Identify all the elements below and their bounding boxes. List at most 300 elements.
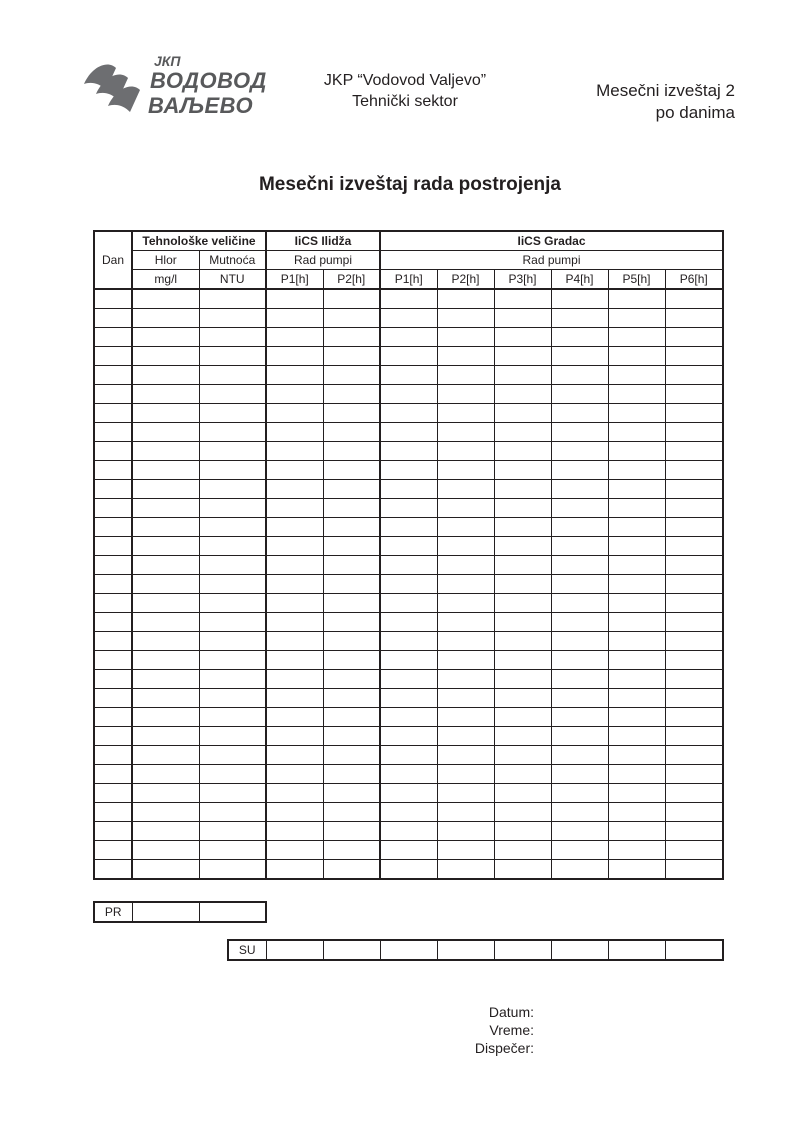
ilidza-p2-cell[interactable] (323, 594, 380, 613)
ilidza-p1-cell[interactable] (266, 841, 323, 860)
ilidza-p1-cell[interactable] (266, 328, 323, 347)
mutnoca-cell[interactable] (199, 404, 266, 423)
ilidza-p1-cell[interactable] (266, 803, 323, 822)
hlor-cell[interactable] (132, 575, 199, 594)
gradac-p4-cell[interactable] (551, 289, 608, 309)
day-cell[interactable] (94, 518, 132, 537)
gradac-p6-cell[interactable] (665, 575, 723, 594)
gradac-p3-cell[interactable] (494, 746, 551, 765)
gradac-p4-cell[interactable] (551, 480, 608, 499)
gradac-p4-cell[interactable] (551, 632, 608, 651)
gradac-p5-cell[interactable] (608, 746, 665, 765)
gradac-p4-cell[interactable] (551, 518, 608, 537)
ilidza-p2-cell[interactable] (323, 670, 380, 689)
ilidza-p2-cell[interactable] (323, 423, 380, 442)
ilidza-p2-cell[interactable] (323, 689, 380, 708)
gradac-p4-cell[interactable] (551, 366, 608, 385)
ilidza-p1-cell[interactable] (266, 575, 323, 594)
gradac-p3-cell[interactable] (494, 366, 551, 385)
gradac-p2-cell[interactable] (437, 746, 494, 765)
day-cell[interactable] (94, 347, 132, 366)
gradac-p4-cell[interactable] (551, 651, 608, 670)
gradac-p3-cell[interactable] (494, 328, 551, 347)
gradac-p3-cell[interactable] (494, 347, 551, 366)
gradac-p2-cell[interactable] (437, 575, 494, 594)
ilidza-p1-cell[interactable] (266, 537, 323, 556)
ilidza-p1-cell[interactable] (266, 765, 323, 784)
gradac-p6-cell[interactable] (665, 556, 723, 575)
ilidza-p2-cell[interactable] (323, 309, 380, 328)
ilidza-p2-cell[interactable] (323, 727, 380, 746)
gradac-p5-cell[interactable] (608, 499, 665, 518)
mutnoca-cell[interactable] (199, 803, 266, 822)
gradac-p4-cell[interactable] (551, 556, 608, 575)
day-cell[interactable] (94, 289, 132, 309)
ilidza-p1-cell[interactable] (266, 347, 323, 366)
gradac-p3-cell[interactable] (494, 822, 551, 841)
mutnoca-cell[interactable] (199, 841, 266, 860)
ilidza-p2-cell[interactable] (323, 746, 380, 765)
gradac-p5-cell[interactable] (608, 366, 665, 385)
gradac-p3-cell[interactable] (494, 632, 551, 651)
gradac-p5-cell[interactable] (608, 328, 665, 347)
gradac-p1-cell[interactable] (380, 480, 437, 499)
day-cell[interactable] (94, 746, 132, 765)
mutnoca-cell[interactable] (199, 670, 266, 689)
gradac-p4-cell[interactable] (551, 803, 608, 822)
day-cell[interactable] (94, 556, 132, 575)
day-cell[interactable] (94, 708, 132, 727)
gradac-p6-cell[interactable] (665, 385, 723, 404)
hlor-cell[interactable] (132, 803, 199, 822)
day-cell[interactable] (94, 670, 132, 689)
hlor-cell[interactable] (132, 613, 199, 632)
gradac-p5-cell[interactable] (608, 480, 665, 499)
hlor-cell[interactable] (132, 442, 199, 461)
gradac-p2-cell[interactable] (437, 841, 494, 860)
ilidza-p2-cell[interactable] (323, 499, 380, 518)
mutnoca-cell[interactable] (199, 518, 266, 537)
gradac-p1-cell[interactable] (380, 670, 437, 689)
day-cell[interactable] (94, 651, 132, 670)
gradac-p1-cell[interactable] (380, 461, 437, 480)
day-cell[interactable] (94, 461, 132, 480)
pr-mutnoca-cell[interactable] (199, 902, 266, 922)
ilidza-p2-cell[interactable] (323, 518, 380, 537)
gradac-p2-cell[interactable] (437, 480, 494, 499)
day-cell[interactable] (94, 765, 132, 784)
gradac-p5-cell[interactable] (608, 822, 665, 841)
ilidza-p2-cell[interactable] (323, 461, 380, 480)
gradac-p3-cell[interactable] (494, 594, 551, 613)
gradac-p3-cell[interactable] (494, 841, 551, 860)
hlor-cell[interactable] (132, 404, 199, 423)
gradac-p2-cell[interactable] (437, 442, 494, 461)
ilidza-p1-cell[interactable] (266, 822, 323, 841)
hlor-cell[interactable] (132, 841, 199, 860)
mutnoca-cell[interactable] (199, 289, 266, 309)
gradac-p5-cell[interactable] (608, 841, 665, 860)
hlor-cell[interactable] (132, 423, 199, 442)
gradac-p3-cell[interactable] (494, 404, 551, 423)
day-cell[interactable] (94, 480, 132, 499)
ilidza-p1-cell[interactable] (266, 309, 323, 328)
gradac-p5-cell[interactable] (608, 575, 665, 594)
gradac-p4-cell[interactable] (551, 765, 608, 784)
gradac-p4-cell[interactable] (551, 385, 608, 404)
gradac-p4-cell[interactable] (551, 461, 608, 480)
gradac-p2-cell[interactable] (437, 651, 494, 670)
gradac-p5-cell[interactable] (608, 670, 665, 689)
hlor-cell[interactable] (132, 746, 199, 765)
day-cell[interactable] (94, 822, 132, 841)
gradac-p2-cell[interactable] (437, 632, 494, 651)
hlor-cell[interactable] (132, 289, 199, 309)
gradac-p1-cell[interactable] (380, 423, 437, 442)
gradac-p1-cell[interactable] (380, 347, 437, 366)
su-gradac-p2-cell[interactable] (437, 940, 494, 960)
gradac-p6-cell[interactable] (665, 860, 723, 880)
ilidza-p1-cell[interactable] (266, 651, 323, 670)
gradac-p6-cell[interactable] (665, 328, 723, 347)
gradac-p5-cell[interactable] (608, 537, 665, 556)
gradac-p2-cell[interactable] (437, 613, 494, 632)
gradac-p2-cell[interactable] (437, 860, 494, 880)
gradac-p5-cell[interactable] (608, 632, 665, 651)
gradac-p4-cell[interactable] (551, 689, 608, 708)
gradac-p1-cell[interactable] (380, 765, 437, 784)
gradac-p5-cell[interactable] (608, 309, 665, 328)
gradac-p2-cell[interactable] (437, 727, 494, 746)
gradac-p1-cell[interactable] (380, 366, 437, 385)
gradac-p6-cell[interactable] (665, 480, 723, 499)
hlor-cell[interactable] (132, 632, 199, 651)
gradac-p1-cell[interactable] (380, 575, 437, 594)
gradac-p2-cell[interactable] (437, 423, 494, 442)
gradac-p4-cell[interactable] (551, 670, 608, 689)
gradac-p1-cell[interactable] (380, 404, 437, 423)
gradac-p2-cell[interactable] (437, 670, 494, 689)
gradac-p1-cell[interactable] (380, 594, 437, 613)
gradac-p6-cell[interactable] (665, 309, 723, 328)
gradac-p1-cell[interactable] (380, 499, 437, 518)
gradac-p4-cell[interactable] (551, 347, 608, 366)
hlor-cell[interactable] (132, 765, 199, 784)
hlor-cell[interactable] (132, 651, 199, 670)
gradac-p1-cell[interactable] (380, 784, 437, 803)
gradac-p3-cell[interactable] (494, 860, 551, 880)
gradac-p3-cell[interactable] (494, 537, 551, 556)
mutnoca-cell[interactable] (199, 708, 266, 727)
gradac-p3-cell[interactable] (494, 765, 551, 784)
gradac-p1-cell[interactable] (380, 556, 437, 575)
gradac-p6-cell[interactable] (665, 518, 723, 537)
gradac-p6-cell[interactable] (665, 461, 723, 480)
ilidza-p1-cell[interactable] (266, 632, 323, 651)
ilidza-p1-cell[interactable] (266, 860, 323, 880)
gradac-p4-cell[interactable] (551, 727, 608, 746)
gradac-p4-cell[interactable] (551, 746, 608, 765)
day-cell[interactable] (94, 632, 132, 651)
ilidza-p1-cell[interactable] (266, 689, 323, 708)
gradac-p6-cell[interactable] (665, 442, 723, 461)
gradac-p6-cell[interactable] (665, 594, 723, 613)
gradac-p5-cell[interactable] (608, 518, 665, 537)
ilidza-p2-cell[interactable] (323, 366, 380, 385)
gradac-p5-cell[interactable] (608, 860, 665, 880)
ilidza-p2-cell[interactable] (323, 860, 380, 880)
ilidza-p2-cell[interactable] (323, 442, 380, 461)
gradac-p4-cell[interactable] (551, 423, 608, 442)
gradac-p1-cell[interactable] (380, 651, 437, 670)
mutnoca-cell[interactable] (199, 347, 266, 366)
gradac-p3-cell[interactable] (494, 480, 551, 499)
day-cell[interactable] (94, 727, 132, 746)
hlor-cell[interactable] (132, 708, 199, 727)
gradac-p1-cell[interactable] (380, 689, 437, 708)
gradac-p5-cell[interactable] (608, 727, 665, 746)
gradac-p4-cell[interactable] (551, 575, 608, 594)
gradac-p3-cell[interactable] (494, 518, 551, 537)
day-cell[interactable] (94, 366, 132, 385)
ilidza-p2-cell[interactable] (323, 575, 380, 594)
gradac-p6-cell[interactable] (665, 632, 723, 651)
gradac-p5-cell[interactable] (608, 689, 665, 708)
gradac-p2-cell[interactable] (437, 765, 494, 784)
mutnoca-cell[interactable] (199, 575, 266, 594)
day-cell[interactable] (94, 404, 132, 423)
gradac-p6-cell[interactable] (665, 708, 723, 727)
gradac-p5-cell[interactable] (608, 803, 665, 822)
ilidza-p2-cell[interactable] (323, 404, 380, 423)
gradac-p1-cell[interactable] (380, 803, 437, 822)
gradac-p1-cell[interactable] (380, 385, 437, 404)
ilidza-p2-cell[interactable] (323, 289, 380, 309)
mutnoca-cell[interactable] (199, 594, 266, 613)
day-cell[interactable] (94, 328, 132, 347)
hlor-cell[interactable] (132, 366, 199, 385)
hlor-cell[interactable] (132, 670, 199, 689)
gradac-p3-cell[interactable] (494, 670, 551, 689)
hlor-cell[interactable] (132, 784, 199, 803)
gradac-p1-cell[interactable] (380, 518, 437, 537)
gradac-p1-cell[interactable] (380, 632, 437, 651)
su-gradac-p6-cell[interactable] (665, 940, 723, 960)
ilidza-p2-cell[interactable] (323, 632, 380, 651)
gradac-p3-cell[interactable] (494, 613, 551, 632)
ilidza-p1-cell[interactable] (266, 594, 323, 613)
gradac-p6-cell[interactable] (665, 347, 723, 366)
gradac-p4-cell[interactable] (551, 860, 608, 880)
gradac-p2-cell[interactable] (437, 689, 494, 708)
mutnoca-cell[interactable] (199, 689, 266, 708)
gradac-p3-cell[interactable] (494, 727, 551, 746)
mutnoca-cell[interactable] (199, 499, 266, 518)
gradac-p6-cell[interactable] (665, 746, 723, 765)
su-ilidza-p2-cell[interactable] (323, 940, 380, 960)
gradac-p3-cell[interactable] (494, 442, 551, 461)
su-ilidza-p1-cell[interactable] (266, 940, 323, 960)
gradac-p5-cell[interactable] (608, 651, 665, 670)
gradac-p2-cell[interactable] (437, 784, 494, 803)
gradac-p4-cell[interactable] (551, 841, 608, 860)
su-gradac-p5-cell[interactable] (608, 940, 665, 960)
ilidza-p1-cell[interactable] (266, 289, 323, 309)
ilidza-p1-cell[interactable] (266, 613, 323, 632)
day-cell[interactable] (94, 613, 132, 632)
ilidza-p2-cell[interactable] (323, 708, 380, 727)
ilidza-p1-cell[interactable] (266, 556, 323, 575)
gradac-p2-cell[interactable] (437, 385, 494, 404)
gradac-p4-cell[interactable] (551, 613, 608, 632)
gradac-p3-cell[interactable] (494, 423, 551, 442)
gradac-p1-cell[interactable] (380, 822, 437, 841)
gradac-p1-cell[interactable] (380, 841, 437, 860)
mutnoca-cell[interactable] (199, 765, 266, 784)
ilidza-p2-cell[interactable] (323, 841, 380, 860)
ilidza-p1-cell[interactable] (266, 727, 323, 746)
gradac-p5-cell[interactable] (608, 613, 665, 632)
gradac-p2-cell[interactable] (437, 822, 494, 841)
hlor-cell[interactable] (132, 689, 199, 708)
gradac-p4-cell[interactable] (551, 822, 608, 841)
mutnoca-cell[interactable] (199, 632, 266, 651)
su-gradac-p3-cell[interactable] (494, 940, 551, 960)
gradac-p3-cell[interactable] (494, 385, 551, 404)
mutnoca-cell[interactable] (199, 613, 266, 632)
day-cell[interactable] (94, 537, 132, 556)
day-cell[interactable] (94, 499, 132, 518)
gradac-p5-cell[interactable] (608, 289, 665, 309)
su-gradac-p4-cell[interactable] (551, 940, 608, 960)
hlor-cell[interactable] (132, 822, 199, 841)
gradac-p6-cell[interactable] (665, 499, 723, 518)
gradac-p2-cell[interactable] (437, 594, 494, 613)
mutnoca-cell[interactable] (199, 328, 266, 347)
gradac-p3-cell[interactable] (494, 461, 551, 480)
ilidza-p1-cell[interactable] (266, 708, 323, 727)
gradac-p6-cell[interactable] (665, 613, 723, 632)
gradac-p3-cell[interactable] (494, 803, 551, 822)
gradac-p2-cell[interactable] (437, 366, 494, 385)
gradac-p6-cell[interactable] (665, 423, 723, 442)
gradac-p5-cell[interactable] (608, 385, 665, 404)
gradac-p4-cell[interactable] (551, 309, 608, 328)
gradac-p4-cell[interactable] (551, 442, 608, 461)
mutnoca-cell[interactable] (199, 461, 266, 480)
gradac-p2-cell[interactable] (437, 537, 494, 556)
gradac-p5-cell[interactable] (608, 442, 665, 461)
mutnoca-cell[interactable] (199, 746, 266, 765)
gradac-p3-cell[interactable] (494, 784, 551, 803)
ilidza-p1-cell[interactable] (266, 480, 323, 499)
day-cell[interactable] (94, 841, 132, 860)
mutnoca-cell[interactable] (199, 651, 266, 670)
ilidza-p1-cell[interactable] (266, 784, 323, 803)
gradac-p6-cell[interactable] (665, 651, 723, 670)
pr-hlor-cell[interactable] (132, 902, 199, 922)
gradac-p6-cell[interactable] (665, 670, 723, 689)
gradac-p3-cell[interactable] (494, 556, 551, 575)
ilidza-p1-cell[interactable] (266, 499, 323, 518)
hlor-cell[interactable] (132, 727, 199, 746)
hlor-cell[interactable] (132, 518, 199, 537)
gradac-p6-cell[interactable] (665, 841, 723, 860)
day-cell[interactable] (94, 575, 132, 594)
gradac-p2-cell[interactable] (437, 404, 494, 423)
gradac-p3-cell[interactable] (494, 575, 551, 594)
gradac-p2-cell[interactable] (437, 499, 494, 518)
gradac-p5-cell[interactable] (608, 556, 665, 575)
gradac-p6-cell[interactable] (665, 537, 723, 556)
gradac-p4-cell[interactable] (551, 404, 608, 423)
ilidza-p1-cell[interactable] (266, 366, 323, 385)
gradac-p4-cell[interactable] (551, 537, 608, 556)
ilidza-p1-cell[interactable] (266, 461, 323, 480)
day-cell[interactable] (94, 309, 132, 328)
ilidza-p1-cell[interactable] (266, 385, 323, 404)
gradac-p1-cell[interactable] (380, 289, 437, 309)
gradac-p1-cell[interactable] (380, 537, 437, 556)
mutnoca-cell[interactable] (199, 537, 266, 556)
gradac-p5-cell[interactable] (608, 423, 665, 442)
ilidza-p1-cell[interactable] (266, 423, 323, 442)
hlor-cell[interactable] (132, 309, 199, 328)
hlor-cell[interactable] (132, 480, 199, 499)
ilidza-p1-cell[interactable] (266, 670, 323, 689)
ilidza-p2-cell[interactable] (323, 537, 380, 556)
hlor-cell[interactable] (132, 385, 199, 404)
gradac-p6-cell[interactable] (665, 689, 723, 708)
gradac-p5-cell[interactable] (608, 461, 665, 480)
mutnoca-cell[interactable] (199, 309, 266, 328)
day-cell[interactable] (94, 689, 132, 708)
hlor-cell[interactable] (132, 537, 199, 556)
gradac-p2-cell[interactable] (437, 309, 494, 328)
gradac-p2-cell[interactable] (437, 328, 494, 347)
mutnoca-cell[interactable] (199, 860, 266, 880)
ilidza-p2-cell[interactable] (323, 556, 380, 575)
ilidza-p2-cell[interactable] (323, 784, 380, 803)
gradac-p1-cell[interactable] (380, 328, 437, 347)
gradac-p5-cell[interactable] (608, 784, 665, 803)
gradac-p5-cell[interactable] (608, 708, 665, 727)
hlor-cell[interactable] (132, 594, 199, 613)
day-cell[interactable] (94, 860, 132, 880)
day-cell[interactable] (94, 442, 132, 461)
ilidza-p2-cell[interactable] (323, 822, 380, 841)
day-cell[interactable] (94, 784, 132, 803)
mutnoca-cell[interactable] (199, 366, 266, 385)
gradac-p6-cell[interactable] (665, 822, 723, 841)
mutnoca-cell[interactable] (199, 442, 266, 461)
gradac-p6-cell[interactable] (665, 289, 723, 309)
gradac-p1-cell[interactable] (380, 746, 437, 765)
mutnoca-cell[interactable] (199, 822, 266, 841)
gradac-p2-cell[interactable] (437, 518, 494, 537)
gradac-p4-cell[interactable] (551, 328, 608, 347)
gradac-p6-cell[interactable] (665, 727, 723, 746)
gradac-p2-cell[interactable] (437, 289, 494, 309)
ilidza-p2-cell[interactable] (323, 347, 380, 366)
gradac-p4-cell[interactable] (551, 708, 608, 727)
gradac-p1-cell[interactable] (380, 860, 437, 880)
gradac-p4-cell[interactable] (551, 784, 608, 803)
gradac-p2-cell[interactable] (437, 347, 494, 366)
gradac-p6-cell[interactable] (665, 803, 723, 822)
gradac-p6-cell[interactable] (665, 784, 723, 803)
gradac-p2-cell[interactable] (437, 556, 494, 575)
